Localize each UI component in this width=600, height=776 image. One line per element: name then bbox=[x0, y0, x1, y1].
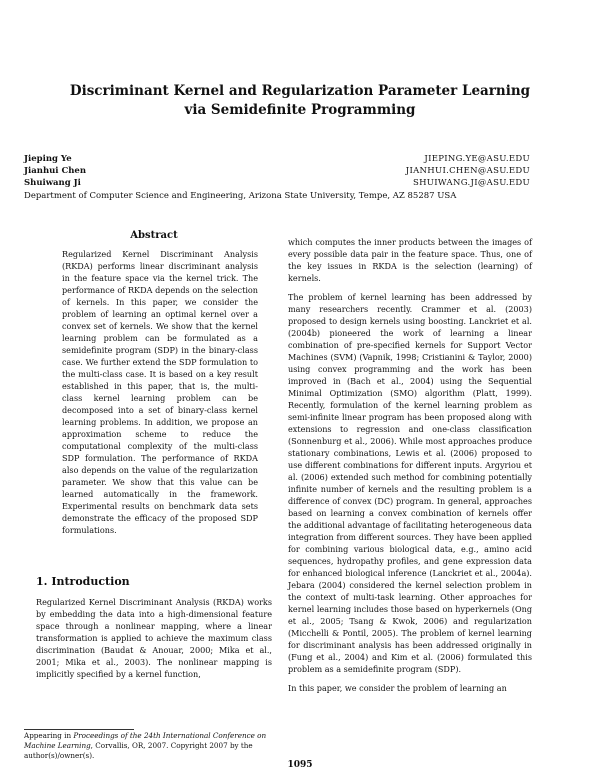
page-number: 1095 bbox=[287, 760, 313, 770]
author-row bbox=[24, 177, 530, 189]
author-email: JIEPING.YE@ASU.EDU bbox=[424, 154, 530, 164]
body-paragraph: In this paper, we consider the problem of learning an bbox=[288, 683, 507, 693]
author-name: Jianhui Chen bbox=[24, 166, 87, 176]
affiliation: Department of Computer Science and Engineering, Arizona State University, Tempe, AZ 85287 USA bbox=[24, 191, 457, 201]
footnote-venue: Proceedings of the 24th International Conference on Machine Learning bbox=[24, 731, 267, 750]
author-name: Shuiwang Ji bbox=[24, 178, 81, 188]
left-column bbox=[36, 230, 272, 680]
author-name: Jieping Ye bbox=[24, 154, 72, 164]
abstract-heading: Abstract bbox=[130, 230, 178, 241]
intro-paragraph: Regularized Kernel Discriminant Analysis (RKDA) works by embedding the data into a high-dimensional feature space through a nonlinear mapping, where a linear transformation is applied to achieve the maximum class discrimination (Baudat & Anouar, 2000; Mika et al., 2001; Mika et al., 2003). The nonlinear mapping is implicitly specified by a kernel function, bbox=[36, 597, 272, 679]
author-row bbox=[24, 153, 530, 165]
paper-title: Discriminant Kernel and Regularization Parameter Learning via Semidefinite Programming bbox=[69, 83, 531, 118]
footnote-prefix: Appearing in bbox=[24, 731, 74, 740]
body-paragraph: The problem of kernel learning has been addressed by many researchers recently. Crammer et al. (2003) proposed to design kernels using boosting. Lanckriet et al. (2004b) pioneered the work of learning a linear combination of pre-specified kernels for Support Vector Machines (SVM) (Vapnik, 1998; Cristianini & Taylor, 2000) using convex programming and the work has been improved in (Bach et al., 2004) using the Sequential Minimal Optimization (SMO) algorithm (Platt, 1999). Recently, formulation of the kernel learning problem as semi-infinite linear program has been proposed along with extensions to regression and one-class classification (Sonnenburg et al., 2006). While most approaches produce stationary combinations, Lewis et al. (2006) proposed to use different combinations for different inputs. Argyriou et al. (2006) extended such method for combining potentially infinite number of kernels and the resulting problem is a difference of convex (DC) program. In general, approaches based on learning a convex combination of kernels offer the additional advantage of facilitating heterogeneous data integration from different sources. They have been applied for combining various biological data, e.g., amino acid sequences, hydropathy profiles, and gene expression data for enhanced biological inference (Lanckriet et al., 2004a). Jebara (2004) considered the kernel selection problem in the context of multi-task learning. Other approaches for kernel learning includes those based on hyperkernels (Ong et al., 2005; Tsang & Kwok, 2006) and regularization (Micchelli & Pontil, 2005). The problem of kernel learning for discriminant analysis has been addressed originally in (Fung et al., 2004) and Kim et al. (2006) formulated this problem as a semidefinite program (SDP). bbox=[288, 292, 532, 674]
footnote-suffix: , Corvallis, OR, 2007. Copyright 2007 by the author(s)/owner(s). bbox=[24, 741, 253, 760]
author-row bbox=[24, 165, 530, 177]
section-heading: 1. Introduction bbox=[36, 575, 130, 588]
footnote-rule bbox=[24, 729, 134, 730]
footnote bbox=[24, 731, 270, 761]
author-email: JIANHUI.CHEN@ASU.EDU bbox=[405, 166, 530, 176]
author-email: SHUIWANG.JI@ASU.EDU bbox=[412, 178, 530, 188]
author-block bbox=[24, 153, 530, 202]
right-column bbox=[288, 236, 532, 701]
body-paragraph: which computes the inner products between the images of every possible data pair in the feature space. Thus, one of the key issues in RKDA is the selection (learning) of kernels. bbox=[288, 237, 532, 283]
abstract-text: Regularized Kernel Discriminant Analysis (RKDA) performs linear discriminant analysis in the feature space via the kernel trick. The performance of RKDA depends on the selection of kernels. In this paper, we consider the problem of learning an optimal kernel over a convex set of kernels. We show that the kernel learning problem can be formulated as a semidefinite program (SDP) in the binary-class case. We further extend the SDP formulation to the multi-class case. It is based on a key result established in this paper, that is, the multi-class kernel learning problem can be decomposed into a set of binary-class kernel learning problems. In addition, we propose an approximation scheme to reduce the computational complexity of the multi-class SDP formulation. The performance of RKDA also depends on the value of the regularization parameter. We show that this value can be learned automatically in the framework. Experimental results on benchmark data sets demonstrate the efficacy of the proposed SDP formulations. bbox=[62, 249, 258, 535]
